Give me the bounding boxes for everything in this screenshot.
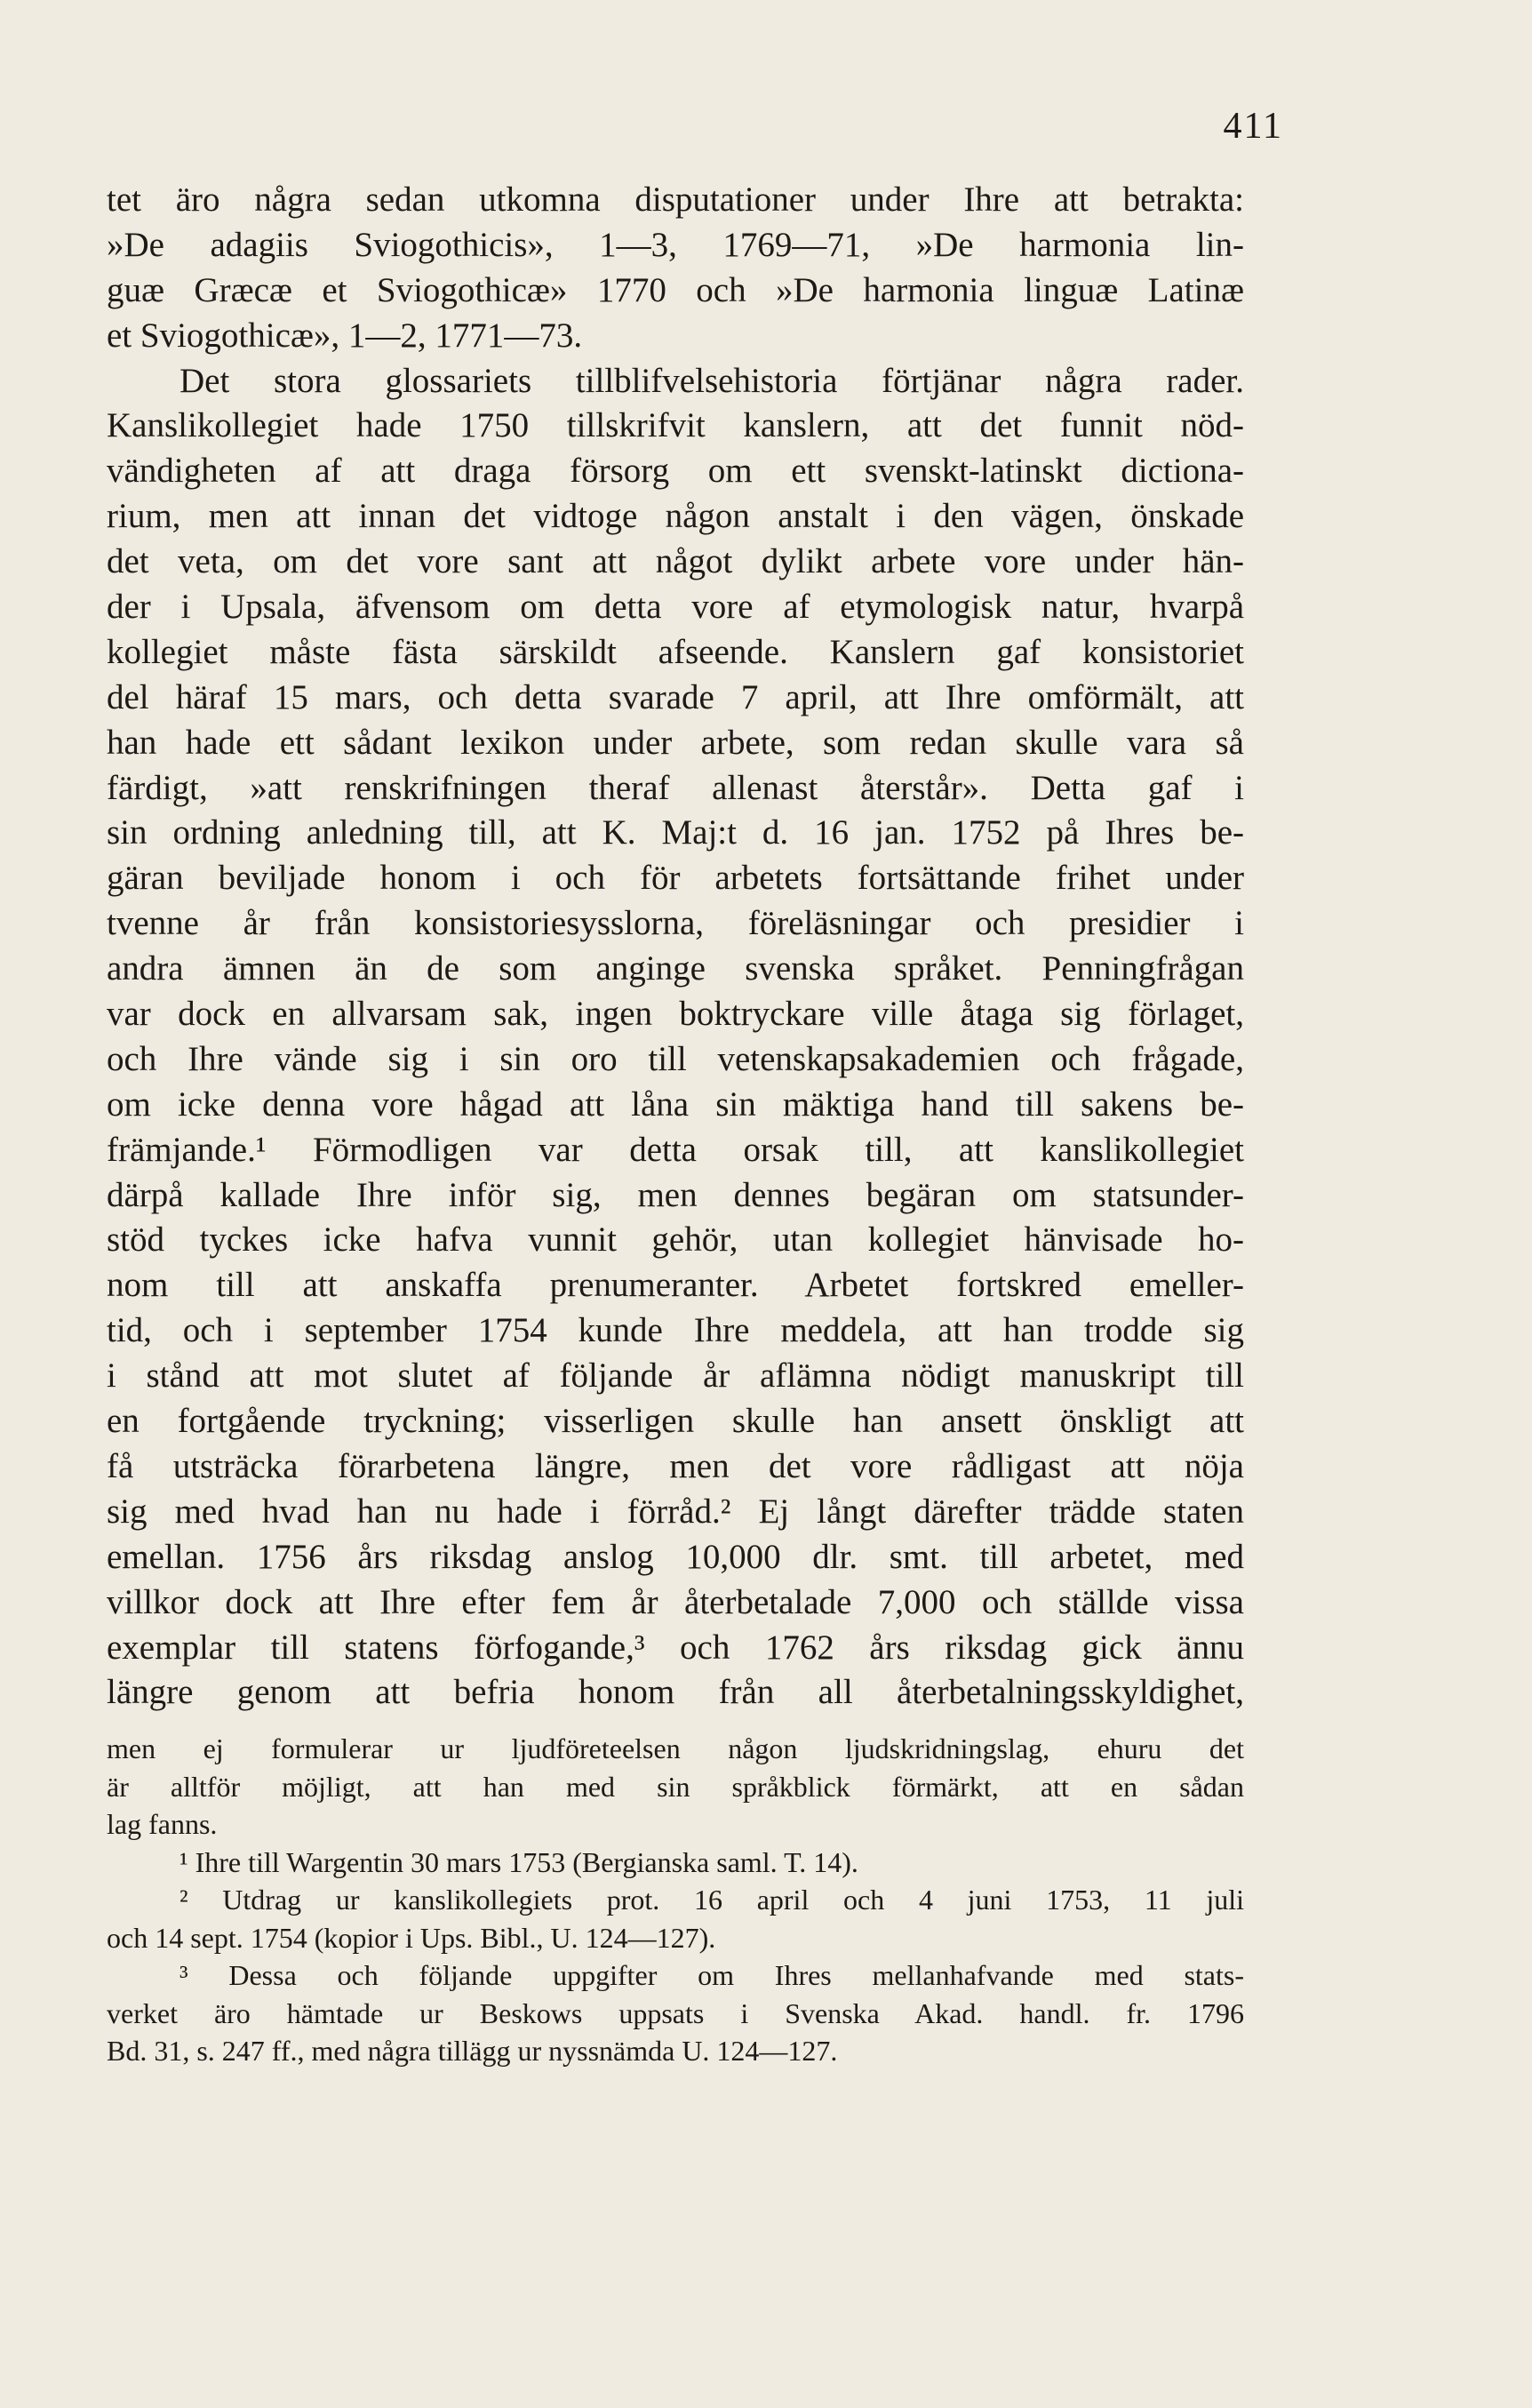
body-line: han hade ett sådant lexikon under arbete, som redan skulle vara så	[107, 723, 1244, 762]
body-line: »De adagiis Sviogothicis», 1—3, 1769—71, »De harmonia lin-	[107, 225, 1244, 264]
footnote-line: och 14 sept. 1754 (kopior i Ups. Bibl., U. 124—127).	[107, 1921, 716, 1954]
body-line: stöd tyckes icke hafva vunnit gehör, utan kollegiet hänvisade ho-	[107, 1220, 1244, 1260]
footnote-1: ¹ Ihre till Wargentin 30 mars 1753 (Bergianska saml. T. 14).	[180, 1845, 858, 1878]
page-number: 411	[1223, 106, 1283, 147]
body-line: vändigheten af att draga försorg om ett svenskt-latinskt dictiona-	[107, 452, 1244, 491]
footnotes	[107, 1730, 1244, 2070]
body-line: tvenne år från konsistoriesysslorna, föreläsningar och presidier i	[107, 904, 1244, 943]
footnote-line: lag fanns.	[107, 1808, 218, 1840]
body-line: der i Upsala, äfvensom om detta vore af etymologisk natur, hvarpå	[107, 588, 1244, 627]
body-line: emellan. 1756 års riksdag anslog 10,000 dlr. smt. till arbetet, med	[107, 1537, 1244, 1576]
body-line: en fortgående tryckning; visserligen skulle han ansett önskligt att	[107, 1402, 1244, 1441]
body-line: kollegiet måste fästa särskildt afseende. Kanslern gaf konsistoriet	[107, 632, 1244, 671]
body-line: det veta, om det vore sant att något dylikt arbete vore under hän-	[107, 542, 1244, 581]
body-line: tet äro några sedan utkomna disputationer under Ihre att betrakta:	[107, 180, 1244, 219]
body-line: längre genom att befria honom från all återbetalningsskyldighet,	[107, 1673, 1244, 1712]
body-line: gäran beviljade honom i och för arbetets fortsättande frihet under	[107, 859, 1244, 898]
body-line: och Ihre vände sig i sin oro till vetenskapsakademien och frågade,	[107, 1039, 1244, 1078]
body-line: få utsträcka förarbetena längre, men det vore rådligast att nöja	[107, 1446, 1244, 1485]
body-line: främjande.¹ Förmodligen var detta orsak till, att kanslikollegiet	[107, 1130, 1244, 1169]
footnote-line: är alltför möjligt, att han med sin språkblick förmärkt, att en sådan	[107, 1770, 1244, 1803]
body-line: exemplar till statens förfogande,³ och 1762 års riksdag gick ännu	[107, 1628, 1244, 1667]
body-line: del häraf 15 mars, och detta svarade 7 april, att Ihre omförmält, att	[107, 677, 1244, 716]
body-line: andra ämnen än de som anginge svenska språket. Penningfrågan	[107, 949, 1244, 988]
body-line: färdigt, »att renskrifningen theraf allenast återstår». Detta gaf i	[107, 768, 1244, 807]
footnote-line: men ej formulerar ur ljudföreteelsen någon ljudskridningslag, ehuru det	[107, 1732, 1244, 1764]
body-line: om icke denna vore hågad att låna sin mäktiga hand till sakens be-	[107, 1084, 1244, 1124]
body-line: sig med hvad han nu hade i förråd.² Ej långt därefter trädde staten	[107, 1492, 1244, 1531]
footnote-3: ³ Dessa och följande uppgifter om Ihres mellanhafvande med stats-	[180, 1959, 1244, 1991]
body-line: sin ordning anledning till, att K. Maj:t d. 16 jan. 1752 på Ihres be-	[107, 813, 1244, 852]
body-line: nom till att anskaffa prenumeranter. Arbetet fortskred emeller-	[107, 1266, 1244, 1305]
body-line: var dock en allvarsam sak, ingen boktryckare ville åtaga sig förlaget,	[107, 995, 1244, 1034]
body-line: et Sviogothicæ», 1—2, 1771—73.	[107, 316, 583, 355]
body-line: rium, men att innan det vidtoge någon anstalt i den vägen, önskade	[107, 497, 1244, 536]
footnote-line: Bd. 31, s. 247 ff., med några tillägg ur nyssnämda U. 124—127.	[107, 2035, 838, 2067]
body-line: villkor dock att Ihre efter fem år återbetalade 7,000 och ställde vissa	[107, 1582, 1244, 1621]
footnote-2: ² Utdrag ur kanslikollegiets prot. 16 april och 4 juni 1753, 11 juli	[180, 1884, 1244, 1916]
body-line: guæ Græcæ et Sviogothicæ» 1770 och »De harmonia linguæ Latinæ	[107, 270, 1244, 309]
body-line: Det stora glossariets tillblifvelsehistoria förtjänar några rader.	[180, 361, 1244, 400]
body-line: tid, och i september 1754 kunde Ihre meddela, att han trodde sig	[107, 1311, 1244, 1350]
footnote-line: verket äro hämtade ur Beskows uppsats i Svenska Akad. handl. fr. 1796	[107, 1996, 1244, 2029]
body-line: i stånd att mot slutet af följande år aflämna nödigt manuskript till	[107, 1356, 1244, 1396]
body-line: Kanslikollegiet hade 1750 tillskrifvit kanslern, att det funnit nöd-	[107, 406, 1244, 445]
body-text	[107, 178, 1244, 1716]
body-line: därpå kallade Ihre inför sig, men dennes begäran om statsunder-	[107, 1175, 1244, 1214]
